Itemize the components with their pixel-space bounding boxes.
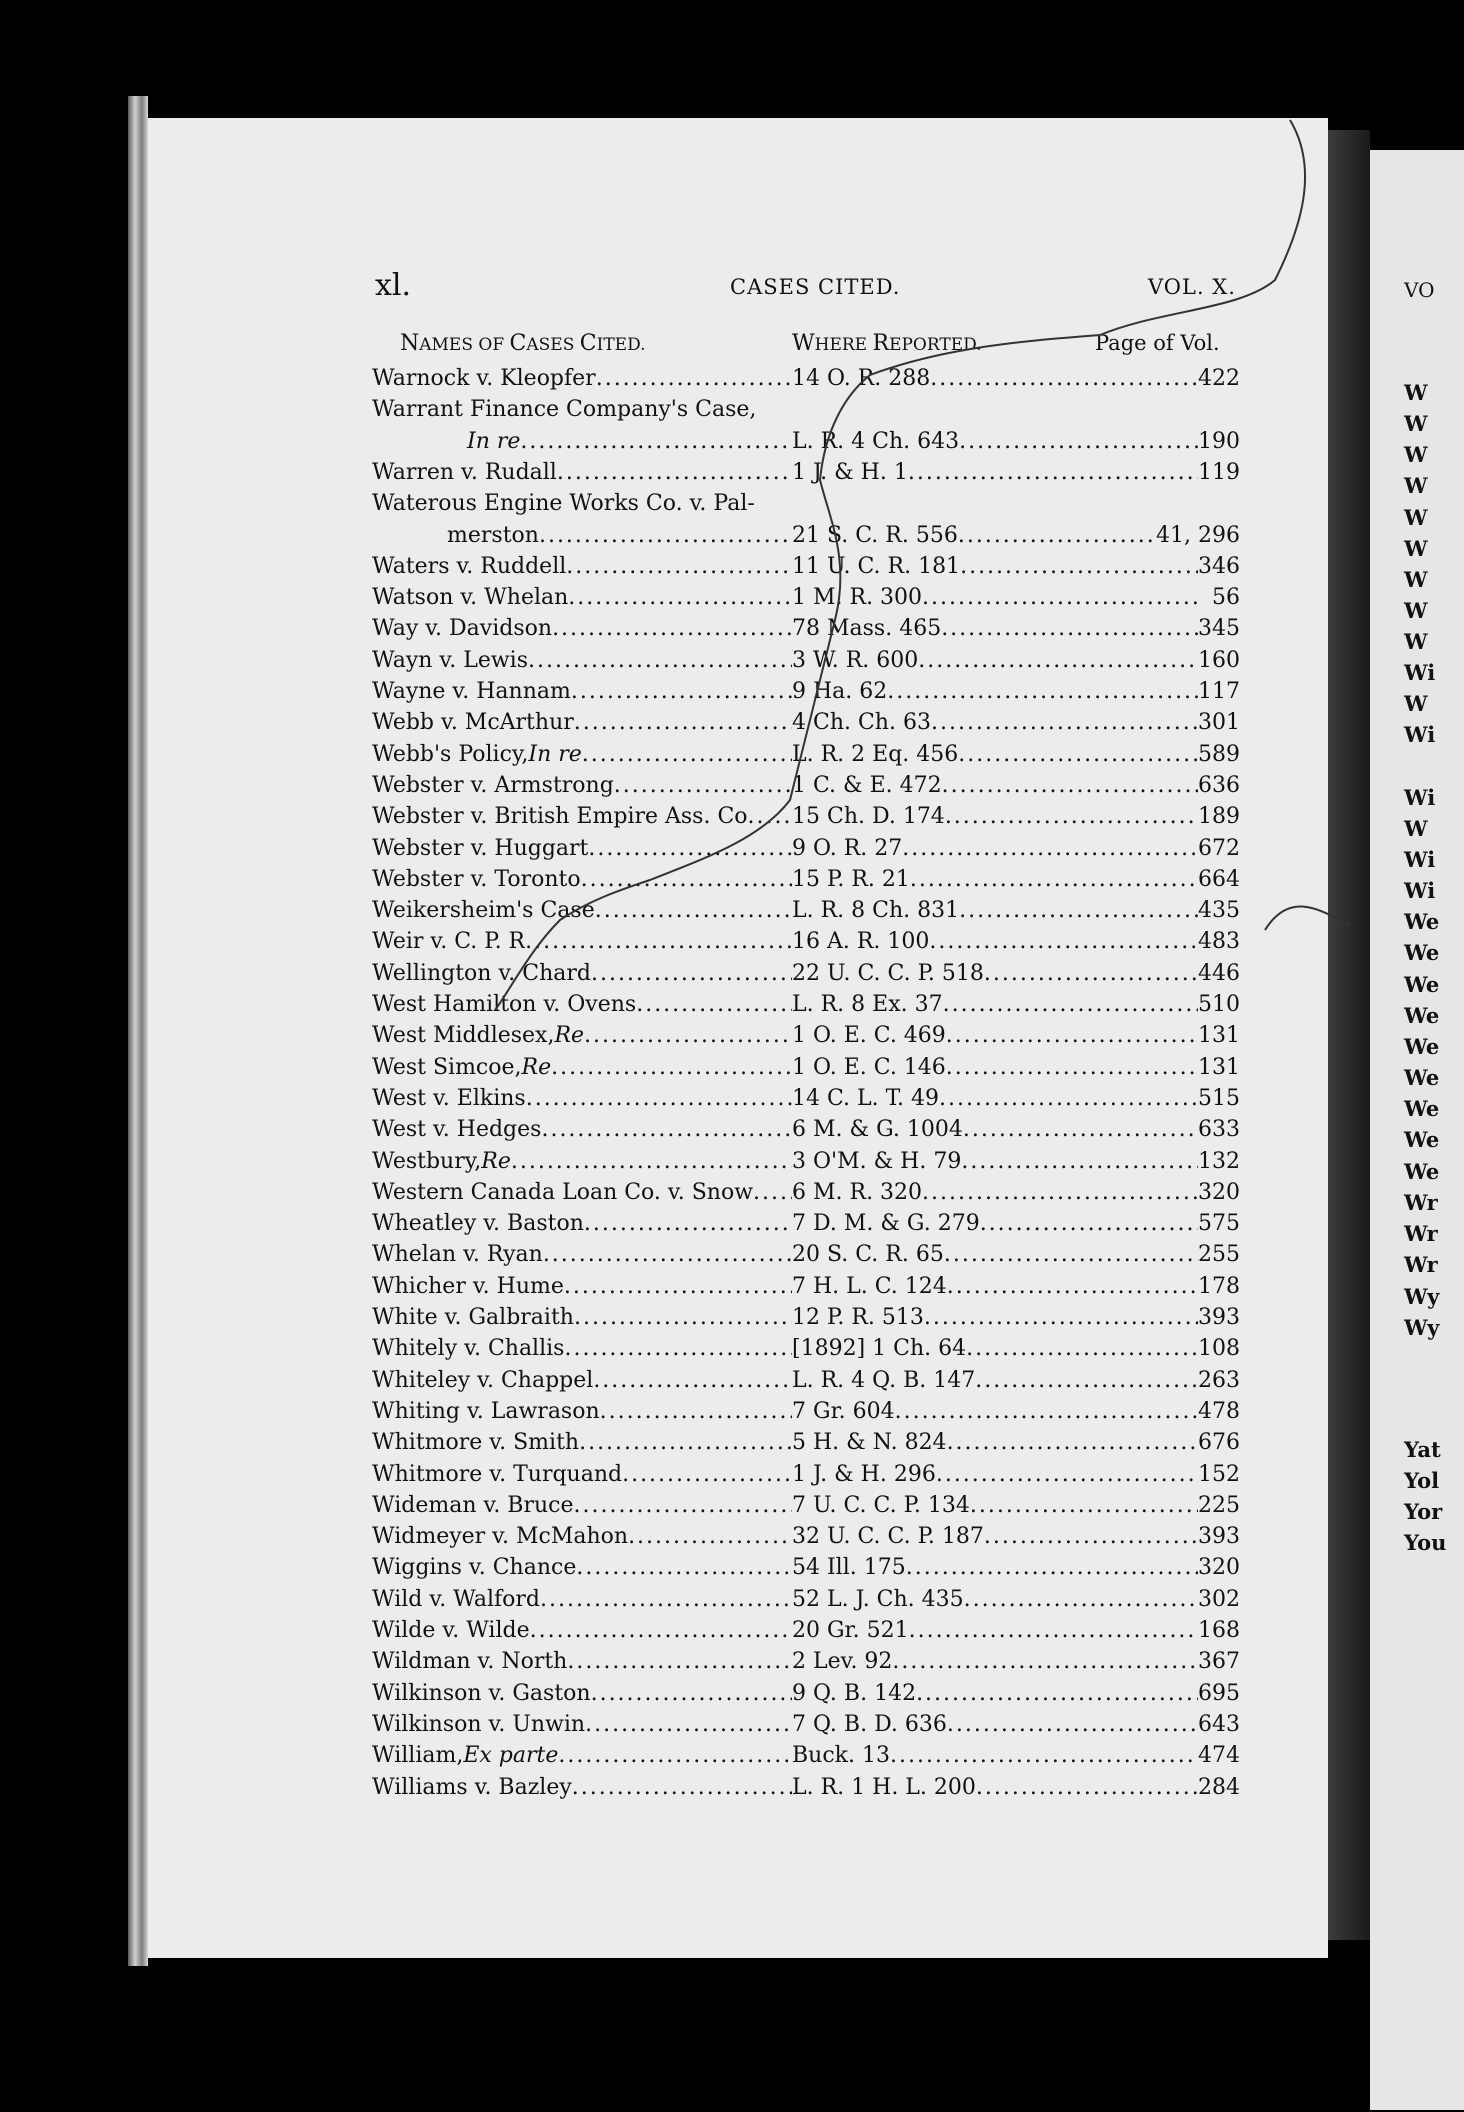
case-name: Warrant Finance Company's Case, xyxy=(372,397,757,423)
case-reference: L. R. 8 Ch. 831 xyxy=(792,898,960,924)
page-reference: 301 xyxy=(1198,710,1240,736)
case-reference: 1 O. E. C. 469 xyxy=(792,1023,946,1049)
page-reference: 393 xyxy=(1198,1305,1240,1330)
case-name: Wildman v. North xyxy=(372,1649,568,1675)
facing-page-fragment: W xyxy=(1404,380,1428,405)
page-reference: 367 xyxy=(1198,1649,1240,1675)
case-reference: 22 U. C. C. P. 518 xyxy=(792,960,984,986)
page-reference: 160 xyxy=(1198,647,1240,673)
case-name: Whitely v. Challis xyxy=(372,1336,565,1362)
facing-page-fragment: Wr xyxy=(1404,1190,1438,1215)
case-name: Westbury, Re xyxy=(372,1148,511,1174)
facing-page-fragment: We xyxy=(1404,1127,1440,1152)
page-reference: 41, 296 xyxy=(1156,522,1240,548)
page-reference: 446 xyxy=(1198,960,1240,986)
page-reference: 178 xyxy=(1198,1273,1240,1299)
page-reference: 510 xyxy=(1198,992,1240,1017)
page-reference: 695 xyxy=(1198,1680,1240,1706)
case-name: Whitmore v. Turquand xyxy=(372,1461,623,1487)
page-reference: 474 xyxy=(1198,1743,1240,1769)
page-reference: 676 xyxy=(1198,1430,1240,1456)
page-number: xl. xyxy=(375,268,412,303)
page-reference: 515 xyxy=(1198,1085,1240,1111)
case-reference: 2 Lev. 92 xyxy=(792,1649,893,1675)
page-reference: 345 xyxy=(1198,616,1240,642)
facing-page-fragment: W xyxy=(1404,598,1428,623)
case-reference: 5 H. & N. 824 xyxy=(792,1430,947,1456)
case-reference: 54 Ill. 175 xyxy=(792,1555,906,1581)
page-reference: 664 xyxy=(1198,866,1240,892)
case-reference: 6 M. R. 320 xyxy=(792,1179,923,1205)
case-reference: 21 S. C. R. 556 xyxy=(792,522,958,548)
facing-page-fragment: Wi xyxy=(1404,847,1436,872)
page-reference: 168 xyxy=(1198,1618,1240,1643)
page-reference: 131 xyxy=(1198,1023,1240,1049)
facing-page-fragment: Yor xyxy=(1404,1499,1443,1524)
case-name: Wilde v. Wilde xyxy=(372,1618,530,1643)
case-reference: 15 Ch. D. 174 xyxy=(792,804,945,830)
volume-label: VOL. X. xyxy=(1148,275,1236,299)
case-name: Wilkinson v. Gaston xyxy=(372,1680,591,1706)
page-reference: 422 xyxy=(1198,366,1240,391)
facing-page-fragment: Wi xyxy=(1404,660,1436,685)
page-reference: 302 xyxy=(1198,1586,1240,1612)
case-name: Williams v. Bazley xyxy=(372,1774,572,1800)
case-reference: 3 W. R. 600 xyxy=(792,647,919,673)
case-reference: 4 Ch. Ch. 63 xyxy=(792,710,931,736)
case-reference: 1 O. E. C. 146 xyxy=(792,1054,946,1080)
facing-page-fragment: Wi xyxy=(1404,785,1436,810)
case-name: Warnock v. Kleopfer xyxy=(372,366,596,391)
case-name: Webb v. McArthur xyxy=(372,710,574,736)
facing-page-fragment: Wr xyxy=(1404,1221,1438,1246)
case-name: Webster v. Armstrong xyxy=(372,772,614,798)
case-name: West v. Hedges xyxy=(372,1117,542,1143)
case-name: Webster v. British Empire Ass. Co xyxy=(372,804,748,830)
page-reference: 263 xyxy=(1198,1367,1240,1393)
page-reference: 643 xyxy=(1198,1711,1240,1737)
facing-page-fragment: Yol xyxy=(1404,1468,1440,1493)
case-name: Whitmore v. Smith xyxy=(372,1430,580,1456)
case-reference: 7 D. M. & G. 279 xyxy=(792,1211,980,1237)
case-name: Weir v. C. P. R xyxy=(372,929,526,955)
page-reference: 189 xyxy=(1198,804,1240,830)
page-reference: 117 xyxy=(1198,679,1240,704)
page-reference: 393 xyxy=(1198,1524,1240,1550)
facing-page-fragment: W xyxy=(1404,536,1428,561)
case-name: Whiteley v. Chappel xyxy=(372,1367,594,1393)
facing-page-fragment: Wr xyxy=(1404,1252,1438,1277)
case-reference: 12 P. R. 513 xyxy=(792,1305,924,1330)
case-reference: 14 C. L. T. 49 xyxy=(792,1085,940,1111)
case-reference: 7 Q. B. D. 636 xyxy=(792,1711,947,1737)
case-name: Waters v. Ruddell xyxy=(372,553,567,579)
case-name: Whelan v. Ryan xyxy=(372,1242,543,1268)
case-name: West v. Elkins xyxy=(372,1085,526,1111)
page-reference: 131 xyxy=(1198,1054,1240,1080)
page-reference: 108 xyxy=(1198,1336,1240,1362)
page-reference: 119 xyxy=(1198,459,1240,485)
facing-page-fragment: W xyxy=(1404,567,1428,592)
facing-page-fragment: We xyxy=(1404,1034,1440,1059)
facing-page-fragment: W xyxy=(1404,816,1428,841)
case-reference: 20 S. C. R. 65 xyxy=(792,1242,944,1268)
case-name: Western Canada Loan Co. v. Snow xyxy=(372,1179,754,1205)
page-reference: 346 xyxy=(1198,553,1240,579)
running-title: CASES CITED. xyxy=(730,275,901,299)
page-reference: 636 xyxy=(1198,772,1240,798)
case-reference: L. R. 8 Ex. 37 xyxy=(792,992,943,1017)
case-name: Wiggins v. Chance xyxy=(372,1555,577,1581)
case-name: Webster v. Huggart xyxy=(372,835,589,861)
page-reference: 320 xyxy=(1198,1179,1240,1205)
page-reference: 190 xyxy=(1198,428,1240,454)
facing-page-fragment: We xyxy=(1404,972,1440,997)
case-reference: 9 Ha. 62 xyxy=(792,679,888,704)
facing-page-fragment: Yat xyxy=(1404,1437,1441,1462)
case-name: Webb's Policy, In re xyxy=(372,741,582,767)
case-name: Wayne v. Hannam xyxy=(372,679,571,704)
case-name: Wellington v. Chard xyxy=(372,960,591,986)
facing-page-fragment: W xyxy=(1404,411,1428,436)
case-reference: 7 U. C. C. P. 134 xyxy=(792,1492,970,1518)
page-reference: 478 xyxy=(1198,1398,1240,1424)
page-reference: 575 xyxy=(1198,1211,1240,1237)
facing-page-fragment: Wi xyxy=(1404,722,1436,747)
case-reference: L. R. 2 Eq. 456 xyxy=(792,741,959,767)
facing-page-fragment: Wy xyxy=(1404,1284,1440,1309)
case-name: West Middlesex, Re xyxy=(372,1023,585,1049)
page-reference: 255 xyxy=(1198,1242,1240,1268)
case-name: Weikersheim's Case xyxy=(372,898,595,924)
case-reference: 3 O'M. & H. 79 xyxy=(792,1148,962,1174)
case-name: Way v. Davidson xyxy=(372,616,553,642)
case-name: Whicher v. Hume xyxy=(372,1273,564,1299)
page-reference: 132 xyxy=(1198,1148,1240,1174)
facing-page-fragment: We xyxy=(1404,1096,1440,1121)
page-reference: 589 xyxy=(1198,741,1240,767)
case-reference: 7 Gr. 604 xyxy=(792,1398,895,1424)
case-reference: L. R. 1 H. L. 200 xyxy=(792,1774,976,1800)
case-reference: 52 L. J. Ch. 435 xyxy=(792,1586,964,1612)
case-reference: L. R. 4 Ch. 643 xyxy=(792,428,960,454)
case-name: Whiting v. Lawrason xyxy=(372,1398,600,1424)
case-reference: 9 Q. B. 142 xyxy=(792,1680,917,1706)
case-name: Watson v. Whelan xyxy=(372,585,569,611)
case-name: West Simcoe, Re xyxy=(372,1054,552,1080)
facing-page-fragment: Wi xyxy=(1404,878,1436,903)
case-reference: Buck. 13 xyxy=(792,1743,890,1769)
case-reference: 1 J. & H. 296 xyxy=(792,1461,936,1487)
case-reference: L. R. 4 Q. B. 147 xyxy=(792,1367,976,1393)
page-reference: 152 xyxy=(1198,1461,1240,1487)
case-name: Wild v. Walford xyxy=(372,1586,541,1612)
case-reference: 15 P. R. 21 xyxy=(792,866,910,892)
case-reference: 11 U. C. R. 181 xyxy=(792,553,961,579)
case-reference: 1 C. & E. 472 xyxy=(792,772,942,798)
facing-page-fragment: W xyxy=(1404,505,1428,530)
facing-page-fragment: Wy xyxy=(1404,1315,1440,1340)
case-name: West Hamilton v. Ovens xyxy=(372,992,637,1017)
page-reference: 435 xyxy=(1198,898,1240,924)
case-name: Waterous Engine Works Co. v. Pal- xyxy=(372,491,755,517)
facing-page-fragment: We xyxy=(1404,909,1440,934)
page-reference: 56 xyxy=(1212,585,1240,611)
case-reference: 9 O. R. 27 xyxy=(792,835,903,861)
facing-page-fragment: We xyxy=(1404,1065,1440,1090)
page-reference: 672 xyxy=(1198,835,1240,861)
facing-page-fragment: W xyxy=(1404,691,1428,716)
facing-page-fragment: We xyxy=(1404,1159,1440,1184)
case-name: merston xyxy=(447,522,539,548)
case-reference: 20 Gr. 521 xyxy=(792,1618,909,1643)
case-name: Webster v. Toronto xyxy=(372,866,581,892)
facing-page-fragment: We xyxy=(1404,940,1440,965)
case-name: Wheatley v. Baston xyxy=(372,1211,584,1237)
column-header-where-reported: WHERE REPORTED. xyxy=(792,331,982,356)
page-reference: 225 xyxy=(1198,1492,1240,1518)
case-reference: 78 Mass. 465 xyxy=(792,616,942,642)
case-name: Widmeyer v. McMahon xyxy=(372,1524,629,1550)
case-name: Warren v. Rudall xyxy=(372,459,557,485)
case-reference: 1 J. & H. 1 xyxy=(792,459,908,485)
page-reference: 284 xyxy=(1198,1774,1240,1800)
page-reference: 320 xyxy=(1198,1555,1240,1581)
case-reference: 6 M. & G. 1004 xyxy=(792,1117,963,1143)
facing-page-fragment: We xyxy=(1404,1003,1440,1028)
facing-page-fragment: W xyxy=(1404,442,1428,467)
case-name: In re xyxy=(467,428,521,454)
facing-page-fragment: W xyxy=(1404,473,1428,498)
facing-page-fragment: You xyxy=(1404,1530,1447,1555)
facing-page-fragment: W xyxy=(1404,629,1428,654)
facing-page-fragment: VO xyxy=(1404,278,1435,302)
case-name: Wayn v. Lewis xyxy=(372,647,528,673)
column-header-names: NAMES OF CASES CITED. xyxy=(400,331,646,356)
case-name: William, Ex parte xyxy=(372,1743,559,1769)
case-name: Wideman v. Bruce xyxy=(372,1492,574,1518)
case-reference: 1 M. R. 300 xyxy=(792,585,923,611)
column-header-page-of-vol: Page of Vol. xyxy=(1095,331,1220,355)
case-name: Wilkinson v. Unwin xyxy=(372,1711,586,1737)
case-reference: 14 O. R. 288 xyxy=(792,366,931,391)
case-reference: 32 U. C. C. P. 187 xyxy=(792,1524,984,1550)
page-reference: 483 xyxy=(1198,929,1240,955)
page-reference: 633 xyxy=(1198,1117,1240,1143)
case-reference: [1892] 1 Ch. 64 xyxy=(792,1336,967,1362)
case-name: White v. Galbraith xyxy=(372,1305,574,1330)
case-reference: 7 H. L. C. 124 xyxy=(792,1273,947,1299)
case-reference: 16 A. R. 100 xyxy=(792,929,930,955)
